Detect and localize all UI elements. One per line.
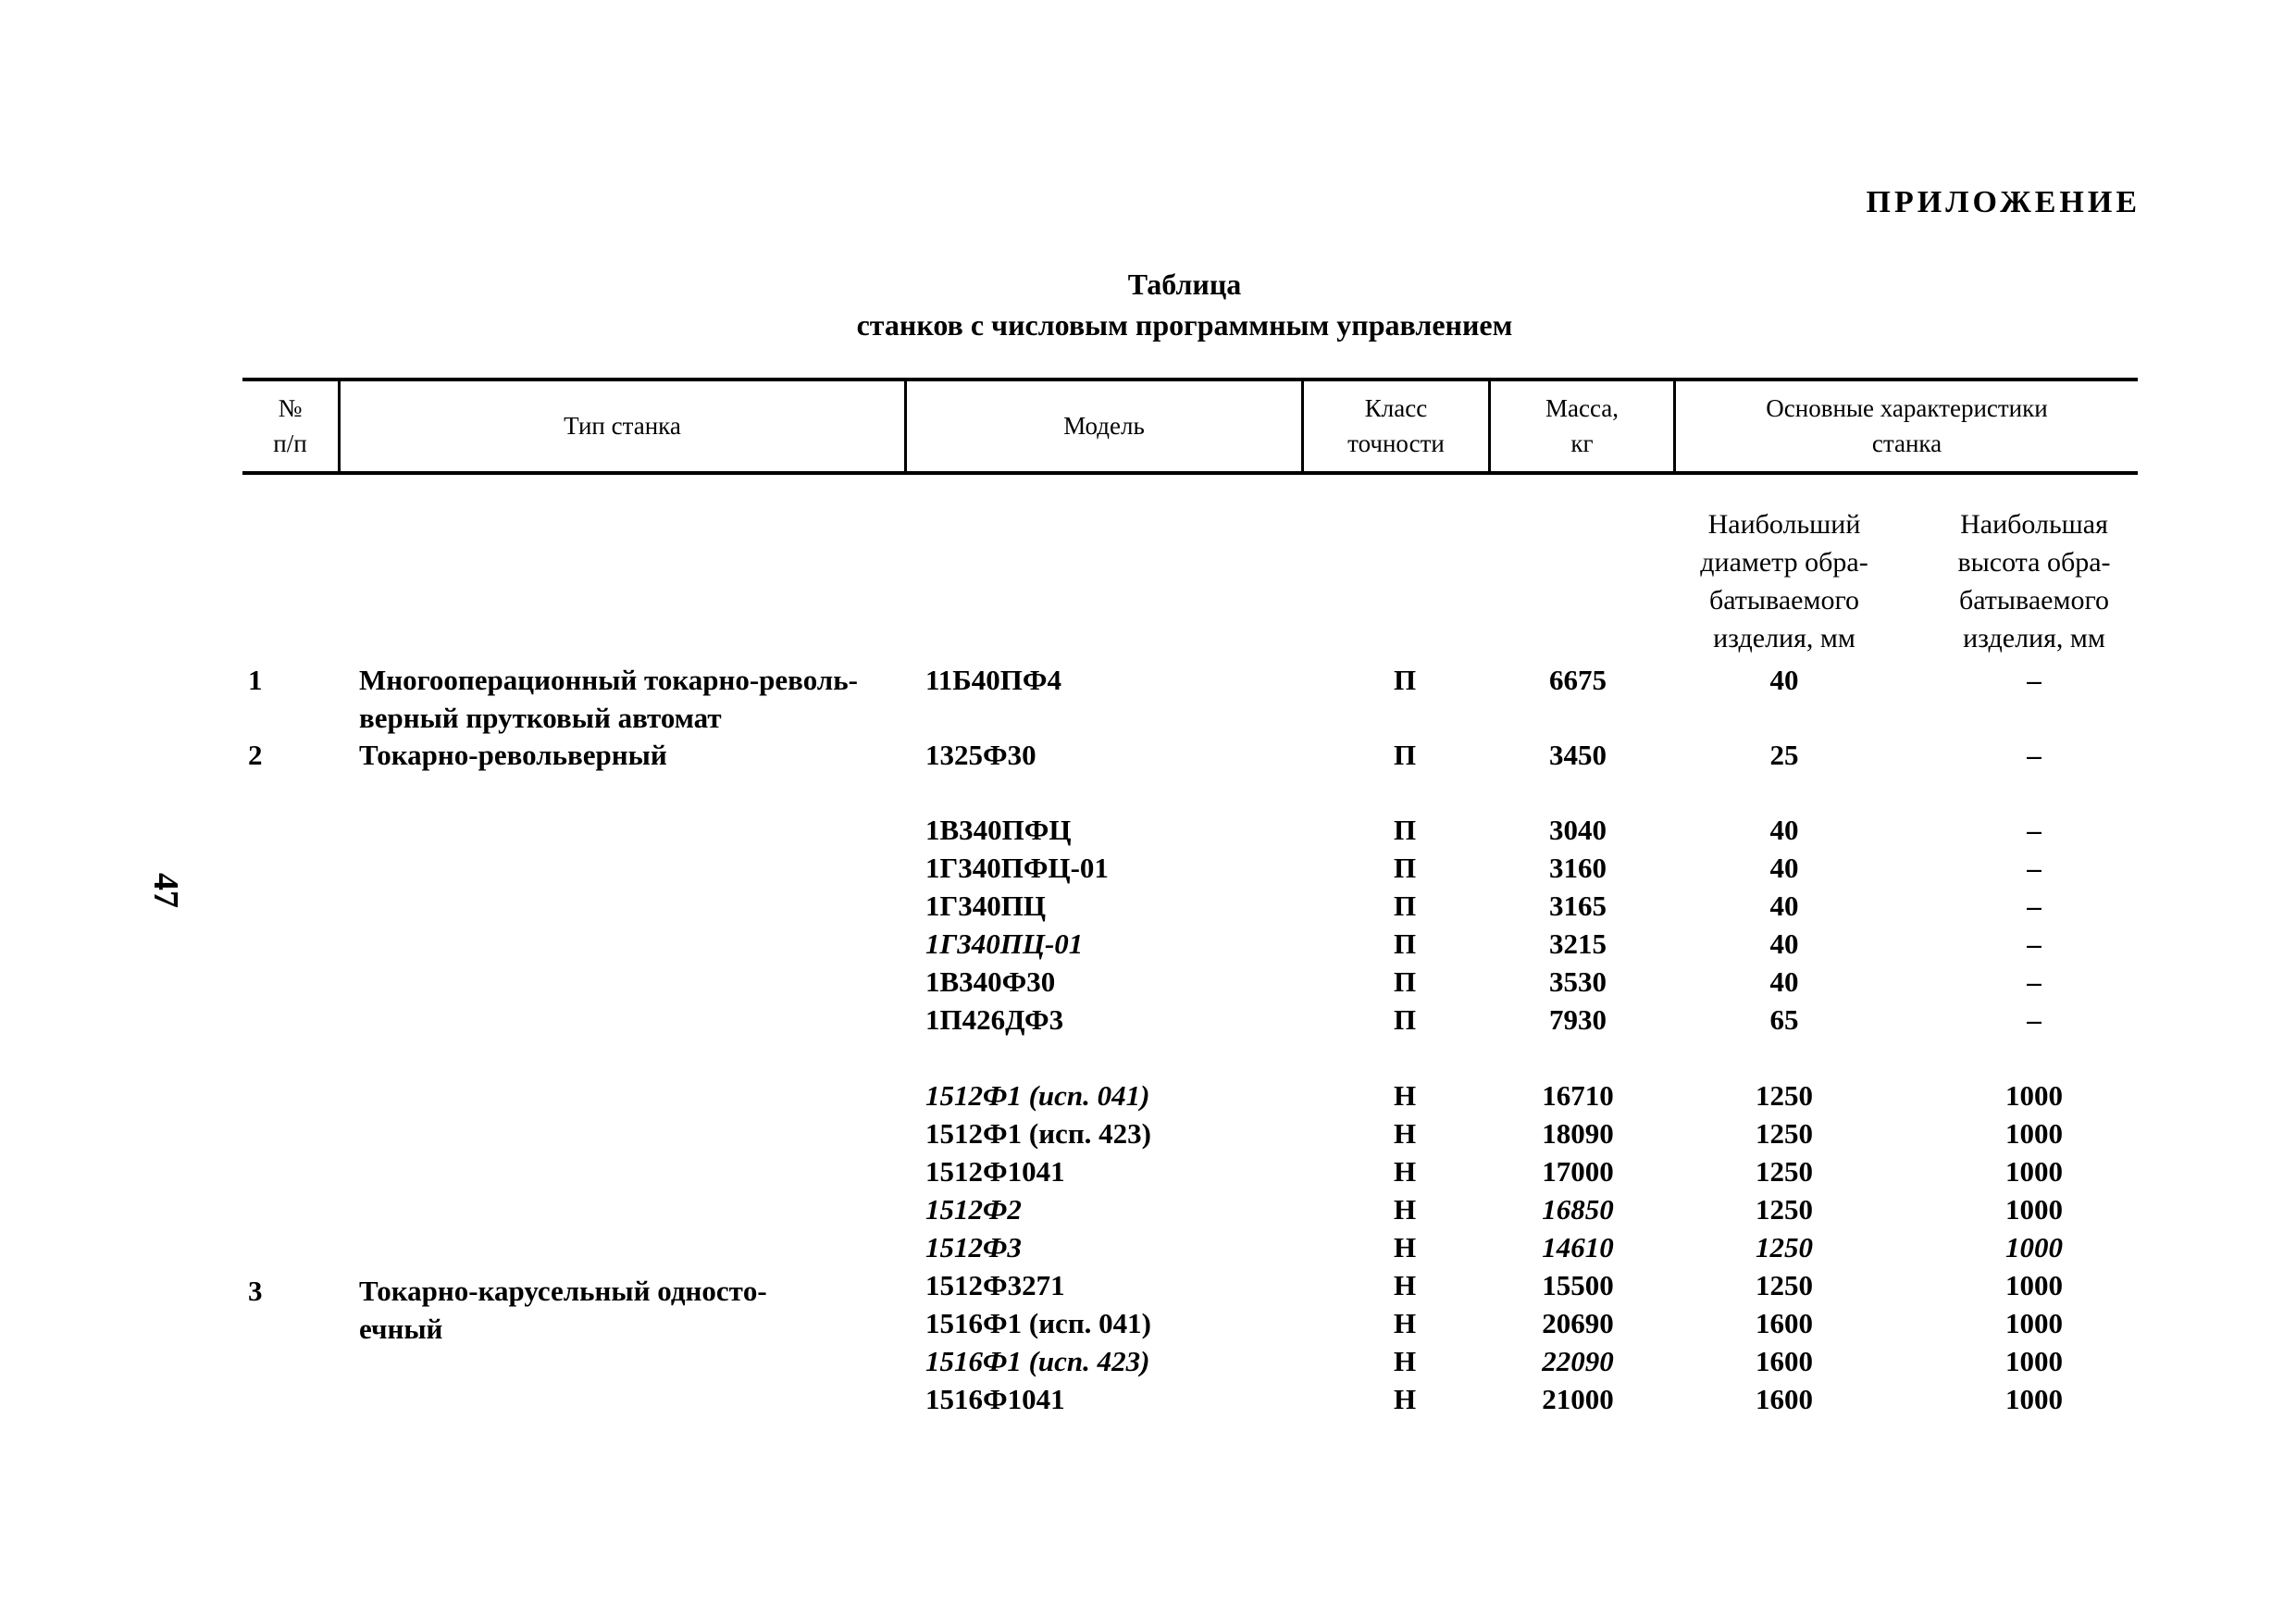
- cell-model: 11Б40ПФ4: [925, 664, 1062, 696]
- cell-mass: 16710: [1542, 1079, 1614, 1112]
- cell-diameter: 40: [1769, 664, 1799, 696]
- group-num: 2: [248, 739, 263, 771]
- cell-height: –: [2027, 965, 2042, 998]
- cell-height: 1000: [2005, 1345, 2063, 1377]
- cell-model: 1512Ф1 (исп. 041): [925, 1079, 1150, 1112]
- cell-model: 1512Ф3: [925, 1231, 1022, 1263]
- cell-mass: 3530: [1549, 965, 1607, 998]
- cell-class: П: [1393, 927, 1417, 960]
- cell-height: 1000: [2005, 1383, 2063, 1415]
- table-title-line2: станков с числовым программным управлением: [856, 308, 1513, 342]
- cell-model: 1П426ДФ3: [925, 1003, 1064, 1036]
- subheader-max-height: Наибольшая высота обра- батываемого изделия, мм: [1957, 509, 2111, 653]
- cell-mass: 3450: [1549, 739, 1607, 771]
- cell-class: Н: [1393, 1269, 1417, 1301]
- cell-height: 1000: [2005, 1231, 2063, 1263]
- cell-diameter: 1600: [1756, 1307, 1813, 1339]
- cell-height: 1000: [2005, 1155, 2063, 1188]
- cell-model: 1В340Ф30: [925, 965, 1056, 998]
- cell-model: 1Г340ПЦ-01: [925, 927, 1084, 960]
- cell-diameter: 40: [1769, 890, 1799, 922]
- cell-class: Н: [1393, 1193, 1417, 1226]
- cell-model: 1Г340ПЦ: [925, 890, 1046, 922]
- group-type: Многооперационный токарно-револь- верный прутковый автомат: [359, 664, 858, 734]
- group-type: Токарно-карусельный одностo- ечный: [359, 1275, 767, 1345]
- cell-diameter: 25: [1769, 739, 1799, 771]
- cell-class: П: [1393, 664, 1417, 696]
- cell-diameter: 40: [1769, 927, 1799, 960]
- cell-diameter: 1250: [1756, 1079, 1813, 1112]
- cell-diameter: 40: [1769, 814, 1799, 846]
- cell-model: 1Г340ПФЦ-01: [925, 852, 1109, 884]
- cell-diameter: 1250: [1756, 1269, 1813, 1301]
- cell-mass: 21000: [1542, 1383, 1614, 1415]
- group-num: 1: [248, 664, 263, 696]
- cell-class: Н: [1393, 1079, 1417, 1112]
- cell-model: 1516Ф1 (исп. 423): [925, 1345, 1150, 1377]
- cell-mass: 3165: [1549, 890, 1607, 922]
- cell-class: Н: [1393, 1383, 1417, 1415]
- cell-height: –: [2027, 664, 2042, 696]
- cell-diameter: 1250: [1756, 1231, 1813, 1263]
- cell-mass: 3160: [1549, 852, 1607, 884]
- header-main-characteristics: Основные характеристики станка: [1766, 394, 2048, 457]
- subheader-max-diameter: Наибольший диаметр обра- батываемого изделия, мм: [1700, 509, 1868, 653]
- cell-class: П: [1393, 890, 1417, 922]
- cell-model: 1516Ф1041: [925, 1383, 1065, 1415]
- cell-class: П: [1393, 965, 1417, 998]
- cell-height: 1000: [2005, 1193, 2063, 1226]
- cell-model: 1512Ф1 (исп. 423): [925, 1117, 1152, 1150]
- cell-model: 1512Ф1041: [925, 1155, 1065, 1188]
- cell-mass: 7930: [1549, 1003, 1607, 1036]
- cell-model: 1512Ф2: [925, 1193, 1022, 1226]
- header-accuracy-class: Класс точности: [1347, 394, 1445, 457]
- cell-height: 1000: [2005, 1117, 2063, 1150]
- cell-mass: 15500: [1542, 1269, 1614, 1301]
- cell-height: 1000: [2005, 1079, 2063, 1112]
- cell-mass: 18090: [1542, 1117, 1614, 1150]
- cell-mass: 3215: [1549, 927, 1607, 960]
- cell-diameter: 1600: [1756, 1383, 1813, 1415]
- cell-class: Н: [1393, 1307, 1417, 1339]
- cell-mass: 3040: [1549, 814, 1607, 846]
- cell-diameter: 1600: [1756, 1345, 1813, 1377]
- table-header-bottom-rule: [242, 471, 2138, 475]
- cell-model: 1516Ф1 (исп. 041): [925, 1307, 1152, 1339]
- cell-class: Н: [1393, 1345, 1417, 1377]
- cell-height: –: [2027, 739, 2042, 771]
- cell-height: –: [2027, 852, 2042, 884]
- group-num: 3: [248, 1275, 263, 1307]
- cell-mass: 6675: [1549, 664, 1607, 696]
- cell-diameter: 1250: [1756, 1117, 1813, 1150]
- cell-model: 1325Ф30: [925, 739, 1036, 771]
- cell-diameter: 65: [1769, 1003, 1799, 1036]
- cell-height: –: [2027, 890, 2042, 922]
- cell-model: 1512Ф3271: [925, 1269, 1065, 1301]
- header-type: Тип станка: [564, 412, 681, 440]
- cell-height: 1000: [2005, 1269, 2063, 1301]
- cell-class: П: [1393, 814, 1417, 846]
- cell-mass: 22090: [1542, 1345, 1614, 1377]
- header-mass: Масса, кг: [1545, 394, 1620, 457]
- cell-height: 1000: [2005, 1307, 2063, 1339]
- header-model: Модель: [1063, 412, 1145, 440]
- cell-class: П: [1393, 852, 1417, 884]
- cell-height: –: [2027, 1003, 2042, 1036]
- cell-class: Н: [1393, 1231, 1417, 1263]
- appendix-label: ПРИЛОЖЕНИЕ: [1866, 185, 2141, 219]
- cell-height: –: [2027, 927, 2042, 960]
- cell-mass: 16850: [1542, 1193, 1614, 1226]
- cell-class: Н: [1393, 1155, 1417, 1188]
- group-type: Токарно-револьверный: [359, 739, 667, 771]
- cell-diameter: 1250: [1756, 1193, 1813, 1226]
- cell-class: П: [1393, 1003, 1417, 1036]
- header-num: № п/п: [273, 394, 307, 457]
- cell-class: П: [1393, 739, 1417, 771]
- page-number: 47: [146, 873, 185, 908]
- cell-diameter: 40: [1769, 852, 1799, 884]
- cell-class: Н: [1393, 1117, 1417, 1150]
- cell-diameter: 1250: [1756, 1155, 1813, 1188]
- table-title-line1: Таблица: [1127, 268, 1242, 301]
- cell-model: 1В340ПФЦ: [925, 814, 1072, 846]
- cell-mass: 20690: [1542, 1307, 1614, 1339]
- cell-height: –: [2027, 814, 2042, 846]
- cell-mass: 14610: [1542, 1231, 1614, 1263]
- table-title: [0, 264, 2296, 345]
- cell-mass: 17000: [1542, 1155, 1614, 1188]
- cell-diameter: 40: [1769, 965, 1799, 998]
